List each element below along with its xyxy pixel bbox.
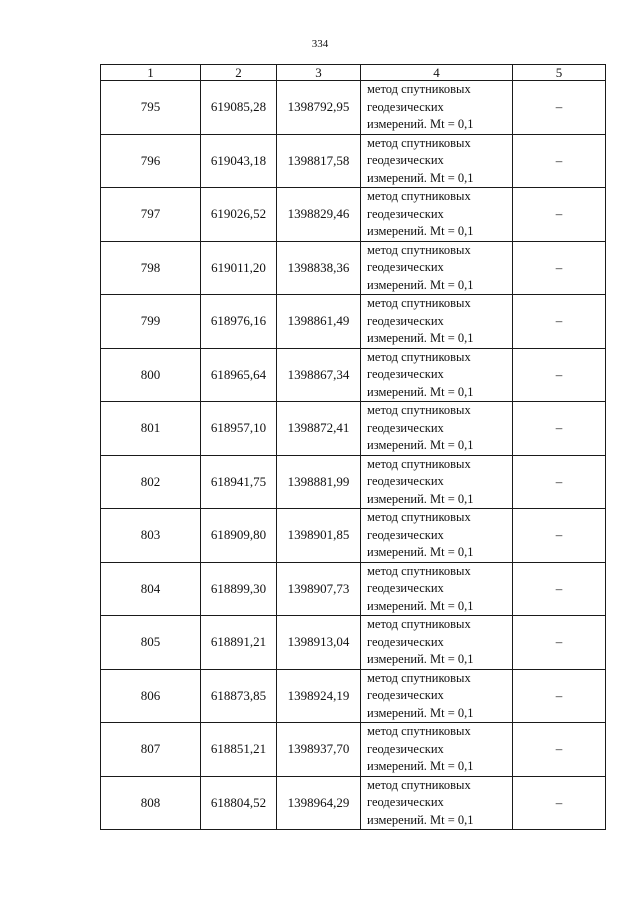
column-header-2: 2 (201, 65, 277, 81)
method-cell (361, 509, 513, 563)
point-number-cell: 798 (101, 241, 201, 295)
method-line: геодезических (367, 795, 444, 809)
table-row (101, 188, 606, 242)
column-header-1: 1 (101, 65, 201, 81)
note-cell: – (513, 348, 606, 402)
note-cell: – (513, 562, 606, 616)
note-cell: – (513, 402, 606, 456)
method-line: геодезических (367, 527, 444, 542)
header-row (101, 65, 606, 81)
x-coordinate-cell: 618909,80 (201, 509, 277, 563)
y-coordinate-cell: 1398792,95 (277, 81, 361, 135)
method-line: геодезических (367, 688, 444, 702)
coordinates-table (100, 64, 606, 830)
y-coordinate-cell: 1398964,29 (277, 776, 361, 830)
method-line: геодезических (367, 741, 444, 756)
y-coordinate-cell: 1398913,04 (277, 616, 361, 670)
method-line: метод спутниковых (367, 456, 471, 471)
point-number-cell: 799 (101, 295, 201, 349)
method-line: метод спутниковых (367, 670, 471, 685)
note-cell: – (513, 509, 606, 563)
method-line: измерений. Mt = 0,1 (367, 705, 474, 720)
x-coordinate-cell: 619026,52 (201, 188, 277, 242)
table-row (101, 455, 606, 509)
method-line: метод спутниковых (367, 135, 471, 150)
y-coordinate-cell: 1398872,41 (277, 402, 361, 456)
x-coordinate-cell: 618873,85 (201, 669, 277, 723)
y-coordinate-cell: 1398838,36 (277, 241, 361, 295)
point-number-cell: 806 (101, 669, 201, 723)
table-row (101, 669, 606, 723)
column-header-3: 3 (277, 65, 361, 81)
column-header-4: 4 (361, 65, 513, 81)
table-header (101, 65, 606, 81)
y-coordinate-cell: 1398817,58 (277, 134, 361, 188)
method-line: геодезических (367, 581, 444, 595)
method-line: измерений. Mt = 0,1 (367, 117, 474, 131)
method-line: метод спутниковых (367, 777, 471, 792)
method-line: геодезических (367, 474, 444, 488)
method-line: метод спутниковых (367, 510, 471, 524)
x-coordinate-cell: 618899,30 (201, 562, 277, 616)
method-cell (361, 455, 513, 509)
table-row (101, 402, 606, 456)
note-cell: – (513, 134, 606, 188)
y-coordinate-cell: 1398861,49 (277, 295, 361, 349)
method-line: метод спутниковых (367, 242, 471, 257)
method-cell (361, 134, 513, 188)
note-cell: – (513, 616, 606, 670)
note-cell: – (513, 455, 606, 509)
point-number-cell: 797 (101, 188, 201, 242)
column-header-5: 5 (513, 65, 606, 81)
y-coordinate-cell: 1398924,19 (277, 669, 361, 723)
method-line: метод спутниковых (367, 724, 471, 738)
y-coordinate-cell: 1398901,85 (277, 509, 361, 563)
point-number-cell: 800 (101, 348, 201, 402)
method-line: метод спутниковых (367, 563, 471, 578)
method-line: измерений. Mt = 0,1 (367, 438, 474, 452)
table-row (101, 776, 606, 830)
method-line: измерений. Mt = 0,1 (367, 170, 474, 185)
method-line: геодезических (367, 99, 444, 114)
x-coordinate-cell: 619085,28 (201, 81, 277, 135)
note-cell: – (513, 188, 606, 242)
table-row (101, 509, 606, 563)
method-cell (361, 616, 513, 670)
method-line: геодезических (367, 153, 444, 167)
note-cell: – (513, 669, 606, 723)
y-coordinate-cell: 1398867,34 (277, 348, 361, 402)
method-line: измерений. Mt = 0,1 (367, 652, 474, 666)
method-line: метод спутниковых (367, 349, 471, 364)
method-cell (361, 295, 513, 349)
y-coordinate-cell: 1398937,70 (277, 723, 361, 777)
point-number-cell: 802 (101, 455, 201, 509)
method-line: геодезических (367, 313, 444, 328)
table-row (101, 723, 606, 777)
method-line: измерений. Mt = 0,1 (367, 384, 474, 399)
x-coordinate-cell: 619043,18 (201, 134, 277, 188)
x-coordinate-cell: 618891,21 (201, 616, 277, 670)
point-number-cell: 795 (101, 81, 201, 135)
x-coordinate-cell: 618941,75 (201, 455, 277, 509)
method-line: геодезических (367, 420, 444, 435)
x-coordinate-cell: 618957,10 (201, 402, 277, 456)
method-cell (361, 723, 513, 777)
table-row (101, 81, 606, 135)
table-row (101, 616, 606, 670)
method-line: измерений. Mt = 0,1 (367, 224, 474, 238)
note-cell: – (513, 295, 606, 349)
point-number-cell: 804 (101, 562, 201, 616)
method-cell (361, 562, 513, 616)
method-cell (361, 188, 513, 242)
table-body (101, 81, 606, 830)
method-line: измерений. Mt = 0,1 (367, 277, 474, 292)
y-coordinate-cell: 1398829,46 (277, 188, 361, 242)
method-cell (361, 776, 513, 830)
note-cell: – (513, 723, 606, 777)
method-line: метод спутниковых (367, 617, 471, 631)
point-number-cell: 805 (101, 616, 201, 670)
method-line: измерений. Mt = 0,1 (367, 545, 474, 559)
method-line: измерений. Mt = 0,1 (367, 759, 474, 773)
method-line: геодезических (367, 634, 444, 649)
point-number-cell: 801 (101, 402, 201, 456)
table-row (101, 348, 606, 402)
table-row (101, 562, 606, 616)
method-line: измерений. Mt = 0,1 (367, 812, 474, 827)
method-line: геодезических (367, 260, 444, 274)
method-cell (361, 81, 513, 135)
method-line: измерений. Mt = 0,1 (367, 331, 474, 345)
method-line: измерений. Mt = 0,1 (367, 598, 474, 613)
method-line: геодезических (367, 206, 444, 221)
method-cell (361, 402, 513, 456)
x-coordinate-cell: 619011,20 (201, 241, 277, 295)
method-line: метод спутниковых (367, 296, 471, 310)
method-line: метод спутниковых (367, 403, 471, 417)
method-line: метод спутниковых (367, 189, 471, 203)
note-cell: – (513, 81, 606, 135)
table-row (101, 241, 606, 295)
method-line: измерений. Mt = 0,1 (367, 491, 474, 506)
x-coordinate-cell: 618851,21 (201, 723, 277, 777)
method-line: геодезических (367, 367, 444, 381)
point-number-cell: 803 (101, 509, 201, 563)
x-coordinate-cell: 618804,52 (201, 776, 277, 830)
y-coordinate-cell: 1398907,73 (277, 562, 361, 616)
point-number-cell: 796 (101, 134, 201, 188)
page-number: 334 (311, 38, 329, 50)
note-cell: – (513, 241, 606, 295)
point-number-cell: 807 (101, 723, 201, 777)
note-cell: – (513, 776, 606, 830)
method-cell (361, 348, 513, 402)
table-row (101, 134, 606, 188)
method-line: метод спутниковых (367, 82, 471, 96)
x-coordinate-cell: 618976,16 (201, 295, 277, 349)
point-number-cell: 808 (101, 776, 201, 830)
table-row (101, 295, 606, 349)
x-coordinate-cell: 618965,64 (201, 348, 277, 402)
method-cell (361, 669, 513, 723)
method-cell (361, 241, 513, 295)
y-coordinate-cell: 1398881,99 (277, 455, 361, 509)
